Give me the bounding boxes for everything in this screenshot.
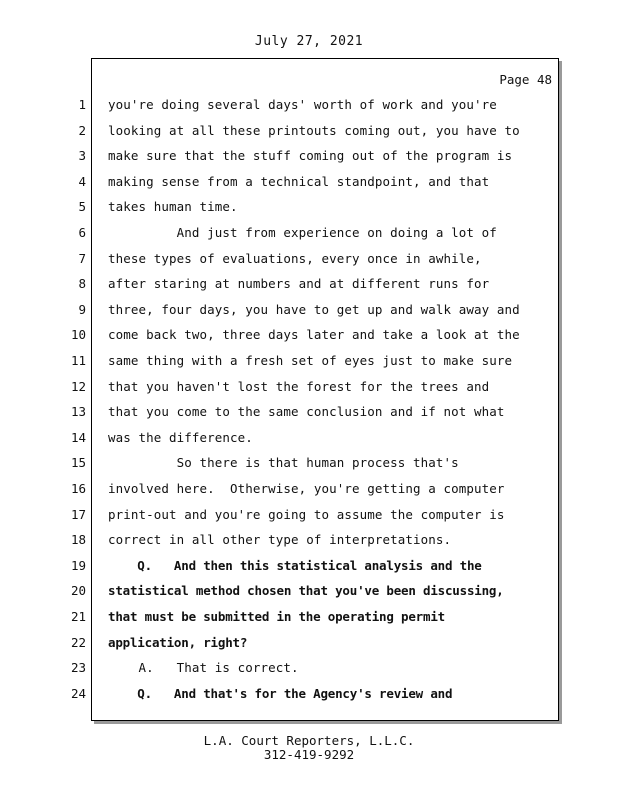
- line-number: 1: [78, 97, 86, 112]
- line-number: 17: [70, 506, 86, 522]
- line-number: 12: [70, 378, 86, 394]
- line-number: 13: [70, 404, 86, 420]
- line-number: 22: [70, 634, 86, 650]
- transcript-line: these types of evaluations, every once in awhile,: [108, 250, 482, 266]
- transcript-line: three, four days, you have to get up and walk away and: [108, 301, 520, 317]
- line-number: 16: [70, 481, 86, 496]
- line-number: 10: [70, 327, 86, 343]
- line-number: 24: [70, 685, 86, 701]
- page-number: Page 48: [499, 72, 552, 87]
- line-number: 20: [70, 583, 86, 599]
- transcript-line: Q. And that's for the Agency's review and: [108, 685, 453, 701]
- line-number: 8: [78, 276, 86, 292]
- transcript-line: make sure that the stuff coming out of the program is: [108, 148, 513, 164]
- transcript-line: making sense from a technical standpoint, and that: [108, 173, 490, 189]
- transcript-line: looking at all these printouts coming out, you have to: [108, 122, 520, 138]
- transcript-line: statistical method chosen that you've been discussing,: [108, 583, 504, 599]
- transcript-line: come back two, three days later and take a look at the: [108, 327, 520, 343]
- footer: [0, 734, 618, 762]
- line-number: 6: [78, 225, 86, 240]
- transcript-line: correct in all other type of interpretations.: [108, 532, 452, 548]
- transcript-line: you're doing several days' worth of work and you're: [108, 97, 497, 112]
- line-number: 4: [78, 173, 86, 189]
- transcript-line: was the difference.: [108, 429, 253, 445]
- line-number: 5: [78, 199, 86, 215]
- header-date: July 27, 2021: [254, 34, 364, 49]
- line-number: 3: [78, 148, 86, 164]
- footer-company: L.A. Court Reporters, L.L.C.: [203, 733, 415, 748]
- line-number: 14: [70, 429, 86, 445]
- line-number: 18: [70, 532, 86, 548]
- transcript-line: application, right?: [108, 634, 248, 650]
- transcript-line: And just from experience on doing a lot of: [108, 225, 497, 240]
- line-number: 7: [78, 250, 86, 266]
- footer-phone: 312-419-9292: [263, 747, 355, 762]
- line-number: 9: [78, 301, 86, 317]
- transcript-line: A. That is correct.: [108, 660, 299, 676]
- transcript-line: So there is that human process that's: [108, 455, 459, 471]
- line-number: 19: [70, 557, 86, 573]
- line-number: 21: [70, 609, 86, 624]
- transcript-line: that you haven't lost the forest for the trees and: [108, 378, 490, 394]
- transcript-line: that must be submitted in the operating permit: [108, 609, 445, 624]
- line-number: 11: [70, 353, 86, 368]
- transcript-line: Q. And then this statistical analysis and the: [108, 557, 482, 573]
- transcript-line: after staring at numbers and at different runs for: [108, 276, 490, 292]
- transcript-line: print-out and you're going to assume the computer is: [108, 506, 505, 522]
- transcript-line: takes human time.: [108, 199, 238, 215]
- transcript-line: same thing with a fresh set of eyes just to make sure: [108, 353, 513, 368]
- transcript-line: that you come to the same conclusion and if not what: [108, 404, 505, 420]
- line-number: 2: [78, 122, 86, 138]
- transcript-line: involved here. Otherwise, you're getting a computer: [108, 481, 505, 496]
- line-number: 15: [70, 455, 86, 471]
- line-number: 23: [70, 660, 86, 676]
